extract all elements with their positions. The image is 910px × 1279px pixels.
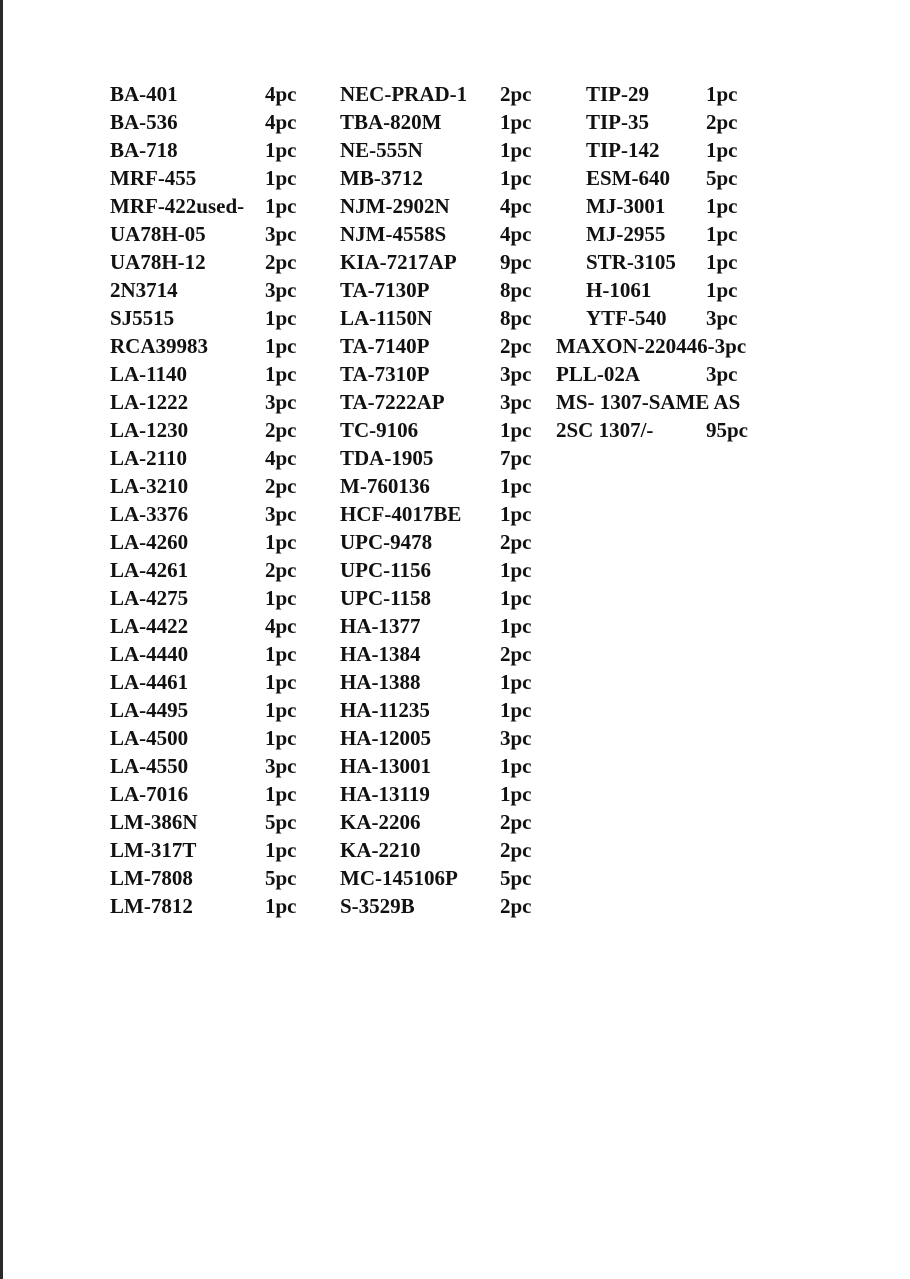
part-number: LA-4422: [110, 614, 189, 638]
part-quantity: 3pc: [706, 306, 738, 330]
part-number: HA-13119: [340, 782, 430, 806]
part-number: LA-4261: [110, 558, 189, 582]
part-quantity: 1pc: [500, 166, 532, 190]
part-quantity: 1pc: [500, 418, 532, 442]
part-number: KA-2206: [340, 810, 421, 834]
part-quantity: 4pc: [265, 446, 297, 470]
part-number: UA78H-12: [110, 250, 206, 274]
part-quantity: 2pc: [706, 110, 738, 134]
part-number: M-760136: [340, 474, 430, 498]
part-quantity: 9pc: [500, 250, 532, 274]
part-quantity: 3pc: [265, 502, 297, 526]
part-number: TA-7130P: [340, 278, 430, 302]
part-number: LA-2110: [110, 446, 188, 470]
part-quantity: 5pc: [265, 866, 297, 890]
part-quantity: 1pc: [500, 670, 532, 694]
part-quantity: 3pc: [265, 390, 297, 414]
part-number: TIP-142: [586, 138, 660, 162]
part-number: UPC-9478: [340, 530, 433, 554]
part-number: NE-555N: [340, 138, 423, 162]
part-number: LA-1230: [110, 418, 189, 442]
part-quantity: 8pc: [500, 278, 532, 302]
part-number: UPC-1156: [340, 558, 431, 582]
part-quantity: 1pc: [500, 698, 532, 722]
part-number: TA-7310P: [340, 362, 430, 386]
part-number: HA-1388: [340, 670, 421, 694]
part-quantity: 1pc: [265, 838, 297, 862]
part-number: LM-317T: [110, 838, 197, 862]
part-number: NEC-PRAD-1: [340, 82, 468, 106]
part-number: MC-145106P: [340, 866, 458, 890]
part-number: LA-4461: [110, 670, 189, 694]
part-quantity: 5pc: [500, 866, 532, 890]
part-quantity: 2pc: [500, 642, 532, 666]
part-number: LM-7812: [110, 894, 193, 918]
part-quantity: 2pc: [500, 810, 532, 834]
part-number: YTF-540: [586, 306, 667, 330]
part-quantity: 1pc: [265, 306, 297, 330]
part-quantity: 1pc: [265, 166, 297, 190]
part-number: MAXON-220446-3pc: [556, 334, 747, 358]
part-quantity: 1pc: [706, 222, 738, 246]
part-quantity: 3pc: [265, 278, 297, 302]
part-quantity: 1pc: [500, 614, 532, 638]
part-quantity: 1pc: [265, 642, 297, 666]
part-number: MB-3712: [340, 166, 423, 190]
part-quantity: 2pc: [500, 82, 532, 106]
part-number: LM-386N: [110, 810, 198, 834]
part-quantity: 1pc: [265, 782, 297, 806]
part-quantity: 1pc: [706, 278, 738, 302]
part-quantity: 1pc: [500, 782, 532, 806]
part-quantity: 1pc: [706, 250, 738, 274]
part-number: TIP-35: [586, 110, 649, 134]
part-number: LA-1150N: [340, 306, 433, 330]
part-quantity: 1pc: [265, 698, 297, 722]
part-quantity: 1pc: [265, 726, 297, 750]
part-quantity: 3pc: [500, 390, 532, 414]
part-quantity: 1pc: [265, 194, 297, 218]
part-quantity: 2pc: [265, 474, 297, 498]
part-quantity: 1pc: [265, 586, 297, 610]
part-quantity: 4pc: [500, 194, 532, 218]
part-quantity: 1pc: [500, 754, 532, 778]
part-number: LA-4275: [110, 586, 189, 610]
part-quantity: 2pc: [500, 334, 532, 358]
part-quantity: 1pc: [500, 474, 532, 498]
part-number: TDA-1905: [340, 446, 434, 470]
part-quantity: 4pc: [265, 110, 297, 134]
part-number: STR-3105: [586, 250, 676, 274]
part-quantity: 1pc: [265, 362, 297, 386]
part-quantity: 5pc: [706, 166, 738, 190]
part-number: MRF-455: [110, 166, 197, 190]
part-quantity: 1pc: [706, 82, 738, 106]
part-quantity: 3pc: [265, 754, 297, 778]
part-number: HA-11235: [340, 698, 430, 722]
part-quantity: 2pc: [265, 250, 297, 274]
part-quantity: 1pc: [500, 586, 532, 610]
part-number: MS- 1307-SAME AS: [556, 390, 741, 414]
part-number: SJ5515: [110, 306, 175, 330]
part-number: TA-7222AP: [340, 390, 445, 414]
part-quantity: 1pc: [500, 110, 532, 134]
part-number: S-3529B: [340, 894, 415, 918]
part-number: LM-7808: [110, 866, 193, 890]
part-quantity: 2pc: [265, 558, 297, 582]
part-number: KIA-7217AP: [340, 250, 457, 274]
part-number: UPC-1158: [340, 586, 431, 610]
part-quantity: 3pc: [500, 726, 532, 750]
part-number: TC-9106: [340, 418, 419, 442]
part-number: 2N3714: [110, 278, 178, 302]
part-number: NJM-4558S: [340, 222, 447, 246]
part-number: HA-13001: [340, 754, 431, 778]
part-number: LA-3376: [110, 502, 189, 526]
part-number: TA-7140P: [340, 334, 430, 358]
part-number: LA-3210: [110, 474, 189, 498]
part-number: H-1061: [586, 278, 652, 302]
part-number: RCA39983: [110, 334, 208, 358]
part-number: BA-718: [110, 138, 178, 162]
part-quantity: 2pc: [265, 418, 297, 442]
part-quantity: 8pc: [500, 306, 532, 330]
part-number: HA-12005: [340, 726, 431, 750]
part-quantity: 3pc: [706, 362, 738, 386]
part-quantity: 1pc: [500, 558, 532, 582]
part-quantity: 3pc: [500, 362, 532, 386]
part-quantity: 4pc: [500, 222, 532, 246]
part-quantity: 3pc: [265, 222, 297, 246]
part-number: NJM-2902N: [340, 194, 450, 218]
part-number: MRF-422used-: [110, 194, 245, 218]
part-quantity: 1pc: [500, 502, 532, 526]
part-number: LA-4260: [110, 530, 189, 554]
part-number: BA-401: [110, 82, 178, 106]
part-number: MJ-2955: [586, 222, 666, 246]
part-number: PLL-02A: [556, 362, 640, 386]
part-quantity: 1pc: [706, 194, 738, 218]
part-number: MJ-3001: [586, 194, 666, 218]
part-number: HA-1377: [340, 614, 421, 638]
part-quantity: 7pc: [500, 446, 532, 470]
part-number: LA-1222: [110, 390, 189, 414]
part-number: UA78H-05: [110, 222, 206, 246]
part-quantity: 4pc: [265, 82, 297, 106]
part-quantity: 2pc: [500, 894, 532, 918]
part-quantity: 1pc: [500, 138, 532, 162]
part-number: TIP-29: [586, 82, 649, 106]
part-quantity: 1pc: [706, 138, 738, 162]
part-number: BA-536: [110, 110, 178, 134]
part-number: ESM-640: [586, 166, 670, 190]
part-number: 2SC 1307/-: [556, 418, 654, 442]
part-quantity: 95pc: [706, 418, 748, 442]
part-number: HA-1384: [340, 642, 421, 666]
part-number: LA-1140: [110, 362, 188, 386]
part-number: LA-7016: [110, 782, 189, 806]
scan-edge: [0, 0, 3, 1279]
part-number: LA-4550: [110, 754, 189, 778]
part-quantity: 4pc: [265, 614, 297, 638]
part-number: LA-4495: [110, 698, 189, 722]
part-quantity: 1pc: [265, 138, 297, 162]
part-quantity: 1pc: [265, 670, 297, 694]
part-quantity: 2pc: [500, 838, 532, 862]
part-quantity: 5pc: [265, 810, 297, 834]
part-quantity: 1pc: [265, 334, 297, 358]
part-number: LA-4440: [110, 642, 189, 666]
part-quantity: 1pc: [265, 894, 297, 918]
part-number: LA-4500: [110, 726, 189, 750]
part-number: KA-2210: [340, 838, 421, 862]
part-quantity: 1pc: [265, 530, 297, 554]
part-number: HCF-4017BE: [340, 502, 462, 526]
part-number: TBA-820M: [340, 110, 442, 134]
part-quantity: 2pc: [500, 530, 532, 554]
